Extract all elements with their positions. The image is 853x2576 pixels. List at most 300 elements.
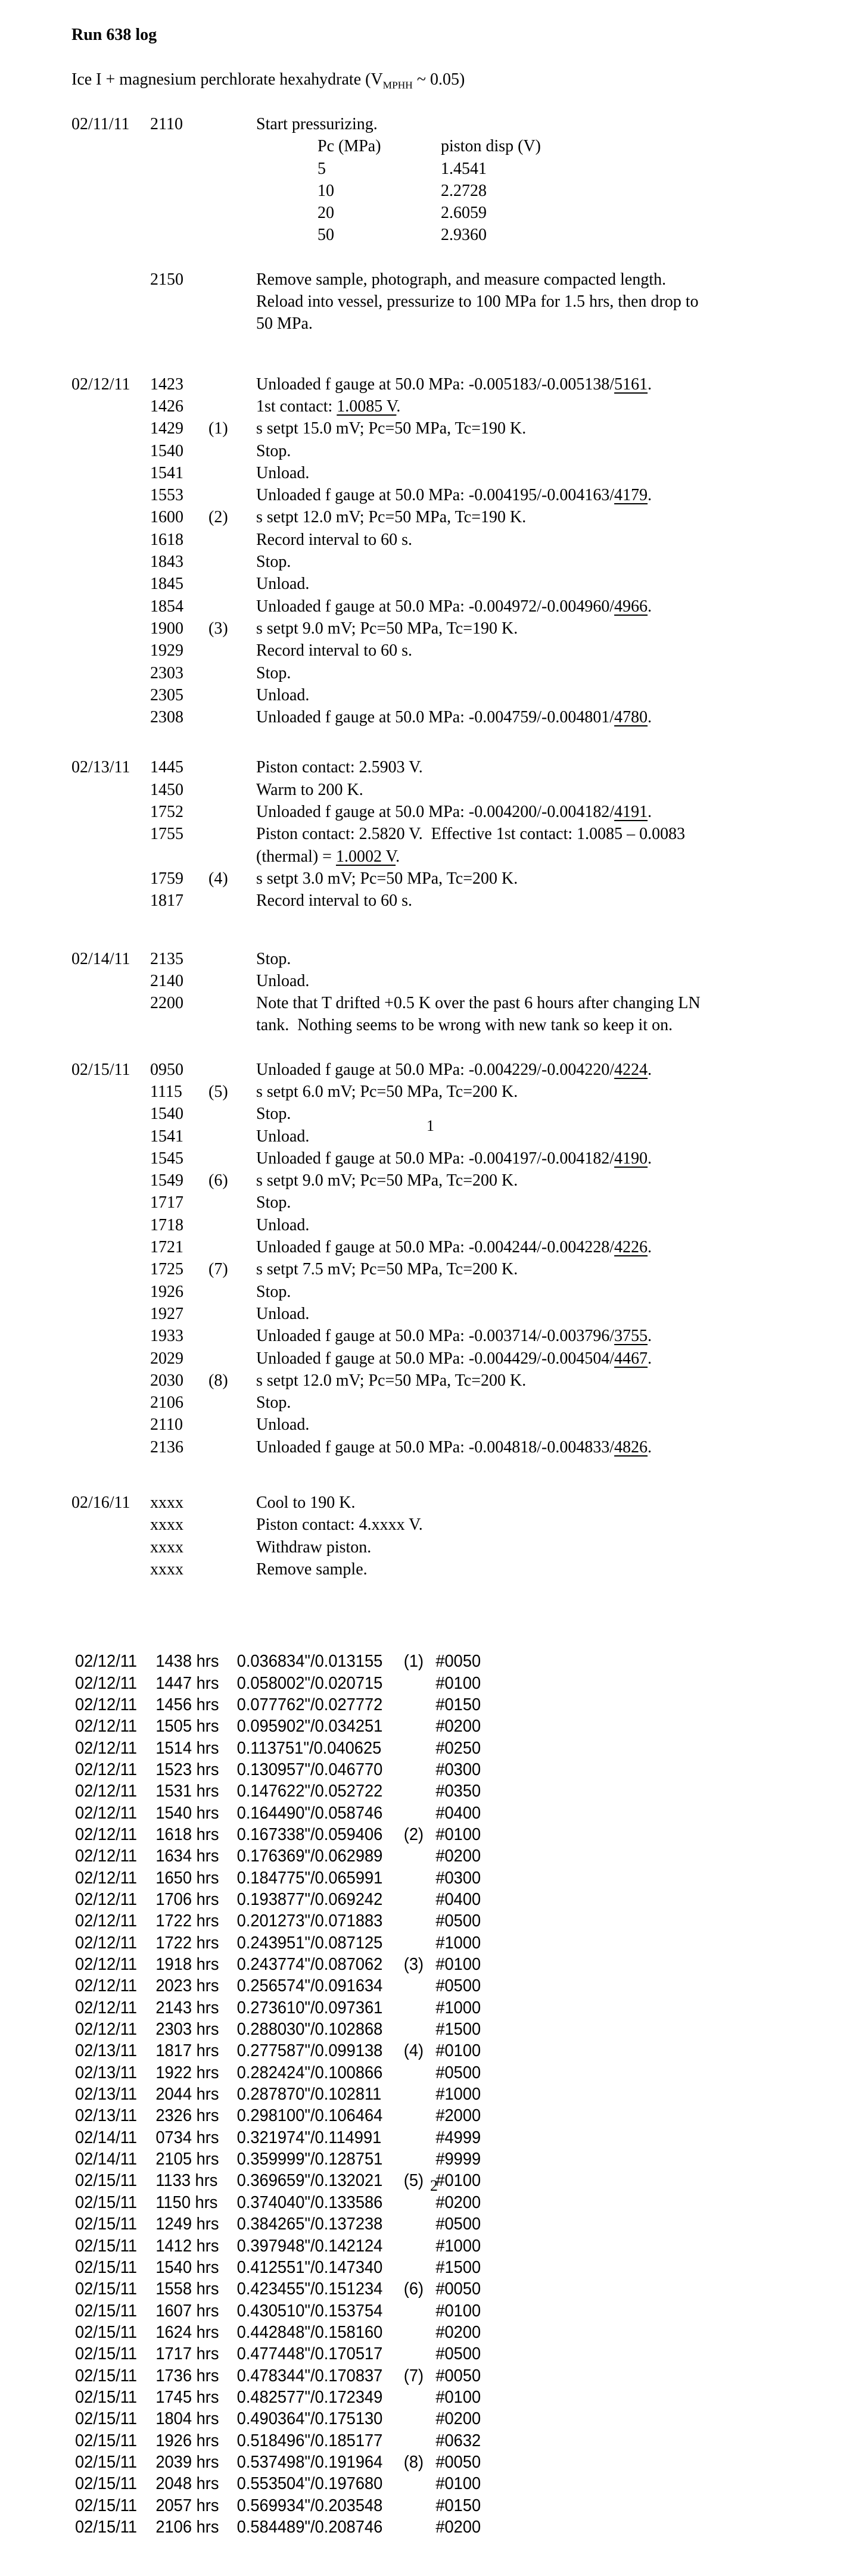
data-count: #0100 [435, 2171, 481, 2191]
data-time: 0734 hrs [155, 2128, 219, 2147]
data-row [75, 2062, 807, 2084]
data-row [75, 2040, 807, 2062]
data-count: #0150 [435, 1695, 481, 1714]
text-segment: 1st contact: [256, 397, 337, 416]
log-line [256, 706, 853, 728]
log-time: 2200 [150, 994, 183, 1013]
log-line [256, 573, 853, 595]
log-entry [150, 1103, 853, 1125]
text-segment: . [647, 1238, 652, 1257]
data-row [75, 2019, 807, 2040]
pressure-table-header [317, 135, 853, 157]
data-time: 1607 hrs [155, 2301, 219, 2321]
log-line [256, 1258, 853, 1280]
log-entry [150, 1236, 853, 1258]
data-date: 02/12/11 [75, 1955, 138, 1975]
data-row [75, 2300, 807, 2322]
data-date: 02/15/11 [75, 2279, 138, 2299]
data-count: #0200 [435, 1717, 481, 1736]
data-row [75, 2148, 807, 2170]
data-count: #1000 [435, 2085, 481, 2104]
log-entry [150, 756, 853, 778]
log-line [256, 395, 853, 417]
text-segment: Cool to 190 K. [256, 1493, 356, 1512]
data-step-marker: (2) [403, 1825, 424, 1844]
text-segment: Unloaded f gauge at 50.0 MPa: -0.004429/-0.004504/ [256, 1349, 615, 1368]
log-entry [150, 373, 853, 395]
data-time: 1540 hrs [155, 2257, 219, 2277]
log-description [256, 440, 853, 462]
log-line [256, 1081, 853, 1103]
text-segment: tank. Nothing seems to be wrong with new tank so keep it on. [256, 1016, 673, 1035]
log-line [256, 779, 853, 801]
data-count: #0350 [435, 1782, 481, 1801]
text-segment: . [396, 397, 401, 416]
log-line [256, 529, 853, 551]
log-time: 1426 [150, 397, 183, 416]
underlined-value: 5161 [614, 375, 648, 394]
data-step-marker [404, 2516, 436, 2538]
data-step-marker [404, 1738, 436, 1759]
data-step-marker [404, 2019, 436, 2040]
data-time: 1804 hrs [155, 2409, 219, 2429]
data-date: 02/15/11 [75, 2344, 138, 2364]
page-number-1: 1 [426, 1117, 434, 1134]
log-line [256, 890, 853, 912]
log-description [256, 1258, 853, 1280]
data-count: #0300 [435, 1868, 481, 1888]
text-segment: Piston contact: 2.5820 V. Effective 1st contact: 1.0085 – 0.0083 [256, 825, 686, 844]
log-time: 1926 [150, 1282, 183, 1301]
log-time: 1843 [150, 553, 183, 572]
log-line [256, 1014, 853, 1036]
log-line [256, 595, 853, 618]
log-entry [150, 1170, 853, 1192]
log-description [256, 1558, 853, 1580]
data-date: 02/15/11 [75, 2409, 138, 2429]
data-step-marker [404, 1673, 436, 1694]
log-entry [150, 1147, 853, 1170]
log-line [256, 1370, 853, 1392]
log-line [256, 1536, 853, 1558]
log-line [256, 1514, 853, 1536]
log-entry [150, 573, 853, 595]
text-segment: Remove sample, photograph, and measure compacted length. [256, 270, 667, 289]
data-step-marker [404, 1780, 436, 1802]
data-count: #2000 [435, 2106, 481, 2126]
data-time: 1745 hrs [155, 2387, 219, 2407]
log-entry [150, 868, 853, 890]
log-time: xxxx [150, 1560, 183, 1579]
log-description [256, 462, 853, 484]
text-segment: . [396, 847, 400, 866]
data-row [75, 1802, 807, 1824]
log-description [256, 1236, 853, 1258]
data-count: #0050 [435, 2452, 481, 2472]
data-value: 0.537498"/0.191964 [236, 2452, 383, 2472]
data-step-marker [404, 1997, 436, 2019]
log-time: 1759 [150, 869, 183, 888]
data-time: 1706 hrs [155, 1890, 219, 1909]
log-description [256, 662, 853, 684]
log-time: 1725 [150, 1260, 183, 1279]
text-segment: Note that T drifted +0.5 K over the past 6 hours after changing LN [256, 994, 701, 1013]
data-count: #0050 [435, 1652, 481, 1671]
data-value: 0.442848"/0.158160 [236, 2322, 383, 2342]
data-step-marker [404, 2127, 436, 2148]
log-description [256, 1214, 853, 1236]
text-segment: Stop. [256, 663, 291, 682]
text-segment: s setpt 9.0 mV; Pc=50 MPa, Tc=190 K. [256, 619, 518, 638]
log-time: 1927 [150, 1304, 183, 1323]
data-date: 02/12/11 [75, 1782, 138, 1801]
data-list [75, 1651, 853, 2538]
log-line [256, 684, 853, 706]
log-time: 2305 [150, 685, 183, 704]
underlined-value: 4190 [614, 1149, 648, 1168]
pressure-value: 10 [317, 181, 334, 200]
data-time: 1505 hrs [155, 1717, 219, 1736]
log-step-marker: (6) [208, 1171, 228, 1190]
log-time: 0950 [150, 1060, 183, 1079]
log-line [256, 551, 853, 573]
data-date: 02/15/11 [75, 2171, 138, 2191]
data-count: #1500 [435, 2020, 481, 2039]
data-date: 02/12/11 [75, 1717, 138, 1736]
log-entry [150, 890, 853, 912]
data-step-marker [404, 2430, 436, 2452]
data-time: 1540 hrs [155, 1803, 219, 1823]
data-time: 1926 hrs [155, 2431, 219, 2450]
data-count: #1000 [435, 2236, 481, 2256]
data-row [75, 2408, 807, 2430]
data-date: 02/15/11 [75, 2215, 138, 2234]
data-time: 1717 hrs [155, 2344, 219, 2364]
data-step-marker [404, 2300, 436, 2322]
underlined-value: 4226 [614, 1238, 648, 1257]
data-time: 2326 hrs [155, 2106, 219, 2126]
text-segment: s setpt 12.0 mV; Pc=50 MPa, Tc=200 K. [256, 1371, 527, 1390]
underlined-value: 4179 [614, 486, 648, 505]
log-line [256, 992, 853, 1014]
data-step-marker [404, 2257, 436, 2278]
log-time: 2106 [150, 1393, 183, 1412]
text-segment: Unloaded f gauge at 50.0 MPa: -0.004200/-0.004182/ [256, 803, 615, 822]
data-step-marker [404, 1889, 436, 1910]
data-count: #0400 [435, 1890, 481, 1909]
log-description [256, 1059, 853, 1081]
log-entry [150, 595, 853, 618]
text-segment: Stop. [256, 949, 291, 968]
log-line [256, 269, 853, 291]
text-segment: . [647, 375, 652, 394]
log-description [256, 1103, 853, 1125]
data-row [75, 1738, 807, 1759]
log-time: 1540 [150, 441, 183, 460]
data-date: 02/15/11 [75, 2322, 138, 2342]
data-count: #0200 [435, 2193, 481, 2212]
data-date: 02/15/11 [75, 2366, 138, 2385]
log-date: 02/14/11 [71, 949, 130, 968]
log-description [256, 1392, 853, 1414]
data-step-marker [404, 2473, 436, 2494]
data-value: 0.553504"/0.197680 [236, 2474, 383, 2494]
data-row [75, 2516, 807, 2538]
data-time: 1618 hrs [155, 1825, 219, 1844]
data-row [75, 2365, 807, 2387]
piston-disp-value: 2.9360 [441, 226, 487, 245]
text-segment: Stop. [256, 1105, 291, 1124]
log-time: 1717 [150, 1193, 183, 1212]
log-description [256, 1536, 853, 1558]
data-step-marker [404, 1867, 436, 1889]
data-time: 1624 hrs [155, 2322, 219, 2342]
data-count: #0500 [435, 1911, 481, 1931]
data-time: 1722 hrs [155, 1933, 219, 1953]
underlined-value: 3755 [614, 1327, 648, 1346]
text-segment: Stop. [256, 553, 291, 572]
data-value: 0.569934"/0.203548 [236, 2496, 383, 2515]
text-segment: Unloaded f gauge at 50.0 MPa: -0.003714/-0.003796/ [256, 1327, 615, 1346]
data-time: 1722 hrs [155, 1911, 219, 1931]
data-value: 0.176369"/0.062989 [236, 1847, 383, 1866]
text-segment: . [647, 708, 652, 727]
log-time: 2308 [150, 708, 183, 727]
log-entry [150, 948, 853, 970]
page-number-2: 2 [430, 2177, 438, 2194]
data-step-marker [404, 1716, 436, 1737]
subtitle-text-tail: ~ 0.05) [412, 70, 465, 89]
data-time: 1133 hrs [155, 2171, 218, 2191]
log-description [256, 706, 853, 728]
data-time: 1514 hrs [155, 1738, 219, 1758]
data-date: 02/12/11 [75, 1933, 138, 1953]
data-value: 0.184775"/0.065991 [236, 1868, 383, 1888]
log-time: 1752 [150, 803, 183, 822]
data-row [75, 2452, 807, 2473]
log-entry [150, 1536, 853, 1558]
data-value: 0.282424"/0.100866 [236, 2063, 383, 2082]
log-step-marker: (2) [208, 508, 228, 527]
log-time: 1115 [150, 1082, 182, 1101]
log-entry [150, 417, 853, 439]
data-value: 0.193877"/0.069242 [236, 1890, 383, 1909]
data-value: 0.490364"/0.175130 [236, 2409, 383, 2429]
data-step-marker [404, 2408, 436, 2430]
log-entry [150, 779, 853, 801]
data-value: 0.243774"/0.087062 [236, 1955, 383, 1975]
data-count: #0250 [435, 1738, 481, 1758]
log-line [256, 1436, 853, 1458]
log-description [256, 1414, 853, 1436]
data-count: #0100 [435, 2474, 481, 2494]
log-line [256, 1236, 853, 1258]
data-value: 0.369659"/0.132021 [236, 2171, 383, 2191]
log-time: xxxx [150, 1515, 183, 1535]
data-row [75, 2235, 807, 2257]
pressure-table-row [317, 224, 853, 246]
text-segment: . [647, 803, 652, 822]
data-value: 0.201273"/0.071883 [236, 1911, 383, 1931]
log-description [256, 113, 853, 247]
log-time: 1755 [150, 825, 183, 844]
data-value: 0.384265"/0.137238 [236, 2215, 383, 2234]
underlined-value: 4966 [614, 597, 648, 616]
data-date: 02/15/11 [75, 2474, 138, 2494]
data-step-marker [404, 1932, 436, 1954]
pressure-table-row [317, 180, 853, 202]
text-segment: Unload. [256, 685, 310, 704]
data-time: 1650 hrs [155, 1868, 219, 1888]
text-segment: Unloaded f gauge at 50.0 MPa: -0.005183/-0.005138/ [256, 375, 615, 394]
log-time: xxxx [150, 1493, 183, 1512]
piston-disp-value: 2.2728 [441, 181, 487, 200]
data-count: #0050 [435, 2366, 481, 2385]
data-count: #0200 [435, 2517, 481, 2537]
data-step-marker [404, 2322, 436, 2343]
log-time: 1933 [150, 1327, 183, 1346]
data-step-marker [404, 2213, 436, 2235]
data-step-marker: (6) [403, 2279, 424, 2299]
text-segment: Unload. [256, 1215, 310, 1234]
log-entry [150, 269, 853, 335]
data-date: 02/12/11 [75, 1868, 138, 1888]
data-value: 0.058002"/0.020715 [236, 1673, 383, 1693]
log-step-marker: (8) [208, 1371, 228, 1390]
pressure-column-header: Pc (MPa) [317, 137, 381, 156]
data-value: 0.298100"/0.106464 [236, 2106, 383, 2126]
text-segment: . [647, 486, 652, 505]
data-row [75, 1824, 807, 1845]
text-segment: Stop. [256, 1393, 291, 1412]
data-time: 1447 hrs [155, 1673, 219, 1693]
data-date: 02/15/11 [75, 2517, 138, 2537]
log-time: 2136 [150, 1437, 183, 1457]
text-segment: Unload. [256, 575, 310, 594]
log-time: 2135 [150, 949, 183, 968]
page-title: Run 638 log [71, 26, 157, 44]
text-segment: s setpt 7.5 mV; Pc=50 MPa, Tc=200 K. [256, 1260, 518, 1279]
log-time: 1900 [150, 619, 183, 638]
data-date: 02/12/11 [75, 1803, 138, 1823]
log-description [256, 551, 853, 573]
log-line [256, 1125, 853, 1147]
text-segment: Withdraw piston. [256, 1538, 372, 1557]
data-step-marker [404, 2084, 436, 2105]
log-description [256, 1147, 853, 1170]
text-segment: Unload. [256, 463, 310, 482]
log-line [256, 948, 853, 970]
data-count: #9999 [435, 2150, 481, 2169]
log-entry [150, 551, 853, 573]
log-time: 1721 [150, 1238, 183, 1257]
text-segment: Unload. [256, 1415, 310, 1434]
log-line [256, 1147, 853, 1170]
data-date: 02/14/11 [75, 2150, 138, 2169]
data-value: 0.423455"/0.151234 [236, 2279, 383, 2299]
text-segment: Stop. [256, 1282, 291, 1301]
data-date: 02/12/11 [75, 1847, 138, 1866]
log-description [256, 756, 853, 778]
log-time: 1423 [150, 375, 183, 394]
text-segment: s setpt 15.0 mV; Pc=50 MPa, Tc=190 K. [256, 419, 527, 438]
data-value: 0.130957"/0.046770 [236, 1760, 383, 1779]
log-time: 1549 [150, 1171, 183, 1190]
data-row [75, 2473, 807, 2494]
log-line [256, 1103, 853, 1125]
data-count: #0100 [435, 1673, 481, 1693]
text-segment: Unloaded f gauge at 50.0 MPa: -0.004759/-0.004801/ [256, 708, 615, 727]
data-value: 0.321974"/0.114991 [236, 2128, 382, 2147]
data-step-marker [404, 2148, 436, 2170]
log-description [256, 1125, 853, 1147]
log-step-marker: (5) [208, 1082, 228, 1101]
log-description [256, 269, 853, 335]
text-segment: . [647, 1060, 652, 1079]
data-step-marker [404, 1694, 436, 1716]
log-description [256, 417, 853, 439]
data-time: 1531 hrs [155, 1782, 219, 1801]
data-value: 0.518496"/0.185177 [236, 2431, 383, 2450]
data-date: 02/12/11 [75, 2020, 138, 2039]
log-line [256, 113, 853, 135]
data-value: 0.584489"/0.208746 [236, 2517, 383, 2537]
data-count: #0500 [435, 2063, 481, 2082]
data-value: 0.113751"/0.040625 [236, 1738, 382, 1758]
data-time: 2023 hrs [155, 1976, 219, 1996]
log-description [256, 948, 853, 970]
run-log [0, 113, 853, 1580]
data-row [75, 2343, 807, 2365]
data-time: 2057 hrs [155, 2496, 219, 2515]
log-entry [150, 1281, 853, 1303]
text-segment: (thermal) = [256, 847, 336, 866]
log-line [256, 1348, 853, 1370]
data-row [75, 1673, 807, 1694]
text-segment: . [647, 1349, 652, 1368]
log-line [256, 618, 853, 640]
data-value: 0.036834"/0.013155 [236, 1652, 383, 1671]
log-description [256, 801, 853, 823]
log-entry [150, 1436, 853, 1458]
text-segment: Unload. [256, 1127, 310, 1146]
log-date: 02/12/11 [71, 375, 130, 394]
pressure-table-row [317, 202, 853, 224]
data-step-marker: (4) [403, 2041, 424, 2061]
log-time: xxxx [150, 1538, 183, 1557]
pressure-table-row [317, 158, 853, 180]
text-segment: s setpt 6.0 mV; Pc=50 MPa, Tc=200 K. [256, 1082, 518, 1101]
data-row [75, 1845, 807, 1867]
log-time: 2110 [150, 115, 183, 133]
log-entry [150, 395, 853, 417]
log-entry [150, 1081, 853, 1103]
log-entry [150, 113, 853, 247]
data-value: 0.287870"/0.102811 [236, 2085, 382, 2104]
data-value: 0.256574"/0.091634 [236, 1976, 383, 1996]
data-count: #0150 [435, 2496, 481, 2515]
log-line [256, 801, 853, 823]
data-row [75, 2495, 807, 2516]
log-entry [150, 801, 853, 823]
log-date: 02/11/11 [71, 115, 130, 133]
log-entry [150, 1059, 853, 1081]
log-block [71, 1492, 853, 1580]
log-entry [150, 484, 853, 506]
data-step-marker: (8) [403, 2452, 424, 2472]
data-value: 0.477448"/0.170517 [236, 2344, 383, 2364]
log-line [256, 1170, 853, 1192]
